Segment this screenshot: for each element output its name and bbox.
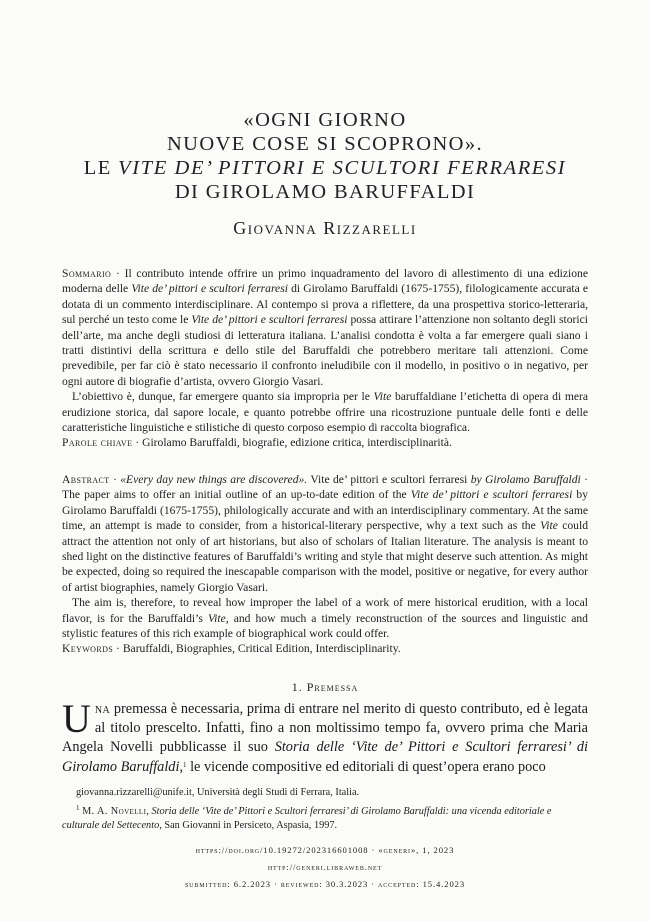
parole-chiave-text: Girolamo Baruffaldi, biografie, edizione critica, interdisciplinarità.	[142, 436, 452, 450]
sommario-block	[62, 266, 588, 451]
title-line-3	[40, 156, 610, 180]
sommario-text: Il contributo intende offrire un primo inquadramento del lavoro di allestimento di una edizione moderna delle	[62, 267, 588, 296]
section-heading: 1. Premessa	[291, 680, 359, 694]
body-text: premessa è necessaria, prima di entrare nel merito di questo contributo, ed è legata al titolo prescelto. Infatti, fino a non moltissimo tempo fa, ovvero prima che Maria Angela Novelli pubblicasse il suo	[62, 701, 588, 756]
title-line-4: DI GIROLAMO BARUFFALDI	[174, 181, 476, 203]
abstract-separator: ·	[580, 473, 588, 486]
footnotes	[62, 786, 588, 833]
sommario-separator: ·	[111, 267, 125, 280]
body-smallcaps-start: na	[94, 701, 111, 717]
title-line-3-prefix: LE	[83, 157, 119, 179]
abstract-title-ref: Vite	[540, 519, 558, 533]
abstract-title-text: Vite de’ pittori e scultori ferraresi	[307, 473, 471, 486]
sommario-title-ref: Vite de’ pittori e scultori ferraresi	[191, 313, 348, 327]
abstract-label: Abstract	[62, 473, 110, 486]
sommario-text: di Girolamo Baruffaldi (1675-1755), filologicamente accurata e dotata di un commento interdisciplinare. Al contempo si prova a riflettere, da una prospettiva storico-letteraria, sul perché un testo come le	[62, 282, 589, 327]
footnote-title: Storia delle ‘Vite de’ Pittori e Scultori ferraresi’ di Girolamo Baruffaldi: una vicenda editoriale e culturale del Settecento	[62, 806, 552, 831]
abstract-paragraph-2	[62, 595, 588, 641]
sommario-text: possa attirare l’attenzione non soltanto degli storici dell’arte, ma anche degli studiosi di letteratura italiana. L’analisi condotta è volta a far emergere quali siano i tratti distintivi della scrittura e dello stile del Baruffaldi che potrebbero meritare tali attenzioni. Come prevedibile, per far ciò è stato necessario il confronto ineludibile con il modello, in positivo o in negativo, per ogni autore di biografie d’artista, ovvero Giorgio Vasari.	[62, 313, 589, 388]
keywords-separator: ·	[113, 642, 123, 656]
footnote-1	[62, 805, 588, 833]
parole-chiave-separator: ·	[132, 436, 143, 450]
footer-url[interactable]: http://generi.libraweb.net	[267, 861, 383, 872]
footnote-sep: ,	[146, 806, 152, 817]
abstract-text: could attract the attention not only of art historians, but also of scholars of Italian literature. The analysis is meant to shed light on the distinctive features of Baruffaldi’s writing and style that might deserve such attention. As might be expected, doing so required the inescapable comparison with the model, positive or negative, for every author of artist biographies, namely Giorgio Vasari.	[62, 519, 588, 594]
abstract-separator: ·	[109, 473, 121, 486]
author-affiliation: giovanna.rizzarelli@unife.it, Università degli Studi di Ferrara, Italia.	[76, 787, 360, 798]
abstract-block	[62, 472, 588, 657]
keywords	[62, 641, 588, 656]
keywords-label: Keywords	[62, 642, 114, 656]
abstract-text: , and how much a timely reconstruction of the sources and linguistic and stylistic features of this rich example of biographical work could offer.	[62, 611, 588, 641]
body-title-ref: Storia delle ‘Vite de’ Pittori e Scultori ferraresi’ di Girolamo Baruffaldi	[62, 739, 588, 775]
sommario-title-ref: Vite	[373, 390, 392, 404]
abstract-paragraph-1	[62, 472, 588, 595]
sommario-text: baruffaldiane l’etichetta di opera di mera erudizione storica, dal sapore locale, e quanto potrebbe offrire una ricostruzione puntuale delle fonti e delle caratteristiche linguistiche e stilistiche di questo corposo esempio di raccolta biografica.	[62, 390, 588, 435]
title-line-3-italic: VITE DE’ PITTORI E SCULTORI FERRARESI	[118, 157, 567, 179]
abstract-text: by Girolamo Baruffaldi (1675-1755), philologically accurate and with an interdisciplinary commentary. At the same time, an attempt is made to consider, from a historical-literary perspective, why a text such as the	[62, 488, 588, 533]
footnote-number: 1	[76, 804, 80, 812]
title-line-1: «OGNI GIORNO	[243, 109, 407, 131]
sommario-label: Sommario	[62, 267, 112, 280]
body-text: ,	[179, 758, 184, 775]
keywords-text: Baruffaldi, Biographies, Critical Edition, Interdisciplinarity.	[122, 642, 401, 656]
drop-cap: U	[62, 696, 91, 741]
footer-doi[interactable]: https://doi.org/10.19272/202316601008 · «generi», 1, 2023	[195, 845, 455, 855]
title-line-2: NUOVE COSE SI SCOPRONO».	[166, 133, 484, 155]
body-paragraph	[62, 696, 588, 777]
footnote-author: M. A. Novelli	[82, 806, 147, 817]
parole-chiave	[62, 435, 588, 450]
page-footer	[0, 842, 650, 892]
abstract-text: The paper aims to offer an initial outline of an up-to-date edition of the	[62, 488, 411, 502]
abstract-title-ref: Vite	[207, 611, 226, 625]
abstract-title-ref: Vite de’ pittori e scultori ferraresi	[410, 488, 573, 502]
sommario-text: L’obiettivo è, dunque, far emergere quanto sia impropria per le	[72, 390, 374, 404]
abstract-title-italic: «Every day new things are discovered».	[120, 473, 308, 486]
sommario-title-ref: Vite de’ pittori e scultori ferraresi	[131, 282, 288, 296]
footer-dates: submitted: 6.2.2023 · reviewed: 30.3.2023 · accepted: 15.4.2023	[184, 878, 466, 889]
footnote-ref[interactable]: 1	[183, 760, 187, 769]
author-name: Giovanna Rizzarelli	[233, 218, 417, 238]
footnote-rest: , San Giovanni in Persiceto, Aspasia, 1997.	[159, 820, 338, 831]
abstract-text: The aim is, therefore, to reveal how improper the label of a work of mere historical erudition, with a local flavor, is for the Baruffaldi’s	[62, 596, 588, 625]
sommario-paragraph-2	[62, 389, 588, 435]
parole-chiave-label: Parole chiave	[62, 436, 133, 450]
sommario-paragraph-1	[62, 266, 588, 389]
abstract-title-italic: by Girolamo Baruffaldi	[470, 473, 581, 486]
article-title	[40, 108, 610, 204]
body-text: le vicende compositive ed editoriali di quest’opera erano poco	[186, 758, 546, 775]
